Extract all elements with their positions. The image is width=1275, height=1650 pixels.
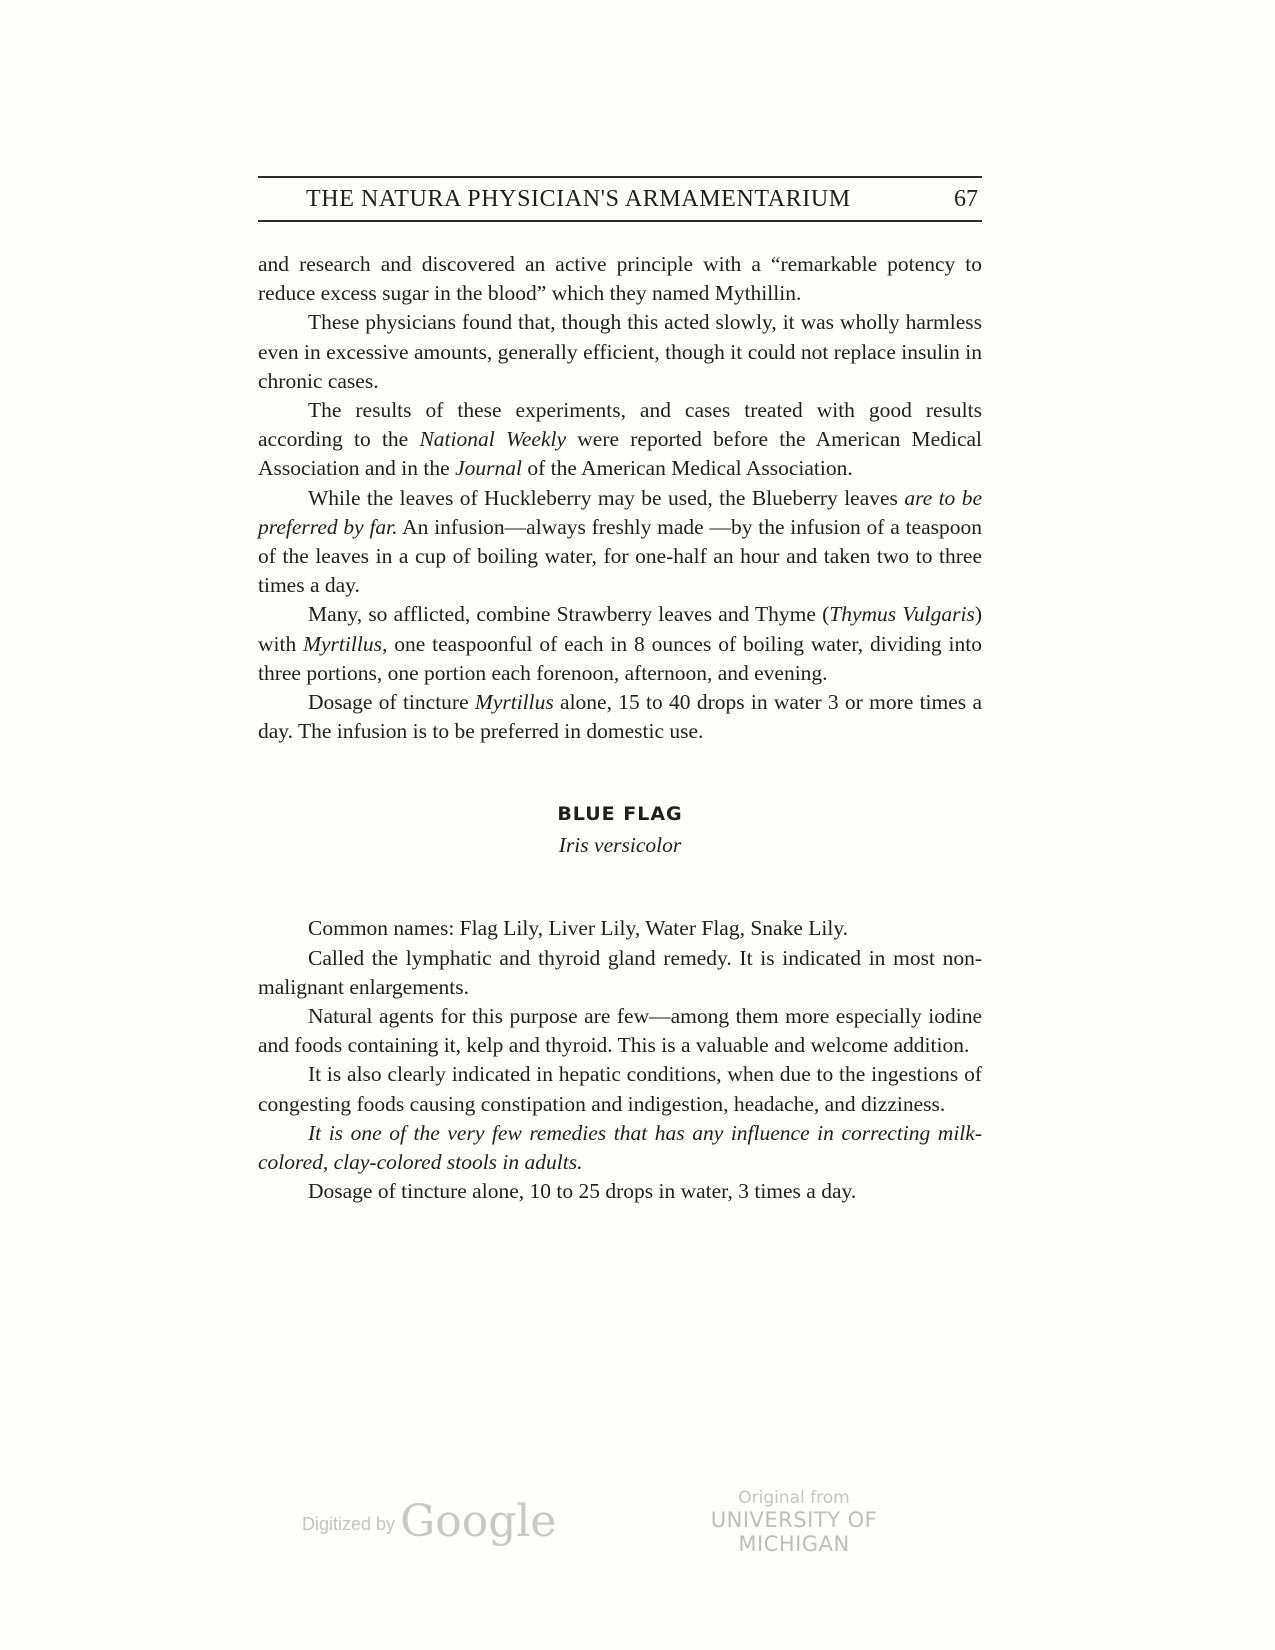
paragraph: Many, so afflicted, combine Strawberry leaves and Thyme (Thymus Vulgaris) with Myrtillus, one teaspoonful of each in 8 ounces of boiling water, dividing into three portions, one portion each forenoon, afternoon, and evening. [258, 602, 982, 685]
paragraph: While the leaves of Huckleberry may be used, the Blueberry leaves are to be preferred by far. An infusion—always freshly made —by the infusion of a teaspoon of the leaves in a cup of boiling water, for one-half an hour and taken two to three times a day. [258, 485, 982, 598]
page-number: 67 [954, 185, 978, 212]
section-subtitle: Iris versicolor [558, 833, 682, 858]
paragraph: It is also clearly indicated in hepatic conditions, when due to the ingestions of congesting foods causing constipation and indigestion, headache, and dizziness. [258, 1062, 982, 1116]
book-page [258, 176, 982, 1206]
paragraph: Common names: Flag Lily, Liver Lily, Water Flag, Snake Lily. [308, 916, 849, 941]
text-body [258, 250, 982, 1206]
running-header [258, 176, 982, 222]
google-logo: Google [400, 1496, 557, 1547]
paragraph: Called the lymphatic and thyroid gland remedy. It is indicated in most non-malignant enlargements. [258, 945, 982, 999]
digitized-watermark: Digitized by Google [302, 1496, 557, 1547]
scan-footer [0, 1482, 1275, 1562]
paragraph: and research and discovered an active principle with a “remarkable potency to reduce excess sugar in the blood” which they named Mythillin. [258, 252, 982, 306]
italic-emphasis: It is one of the very few remedies that has any influence in correcting milk-colored, clay-colored stools in adults. [258, 1120, 982, 1175]
section-heading [258, 800, 982, 862]
paragraph: Natural agents for this purpose are few—among them more especially iodine and foods containing it, kelp and thyroid. This is a valuable and welcome addition. [258, 1004, 982, 1058]
paragraph: Dosage of tincture Myrtillus alone, 15 to 40 drops in water 3 or more times a day. The infusion is to be preferred in domestic use. [258, 690, 982, 744]
paragraph: The results of these experiments, and cases treated with good results according to the National Weekly were reported before the American Medical Association and in the Journal of the American Medical Association. [258, 398, 982, 481]
header-title: THE NATURA PHYSICIAN'S ARMAMENTARIUM [306, 185, 851, 212]
section-title: BLUE FLAG [557, 803, 683, 826]
original-from-watermark: Original from UNIVERSITY OF MICHIGAN [710, 1488, 878, 1556]
paragraph: These physicians found that, though this acted slowly, it was wholly harmless even in excessive amounts, generally efficient, though it could not replace insulin in chronic cases. [258, 310, 982, 393]
paragraph: Dosage of tincture alone, 10 to 25 drops in water, 3 times a day. [308, 1179, 857, 1204]
paragraph [258, 1119, 982, 1177]
